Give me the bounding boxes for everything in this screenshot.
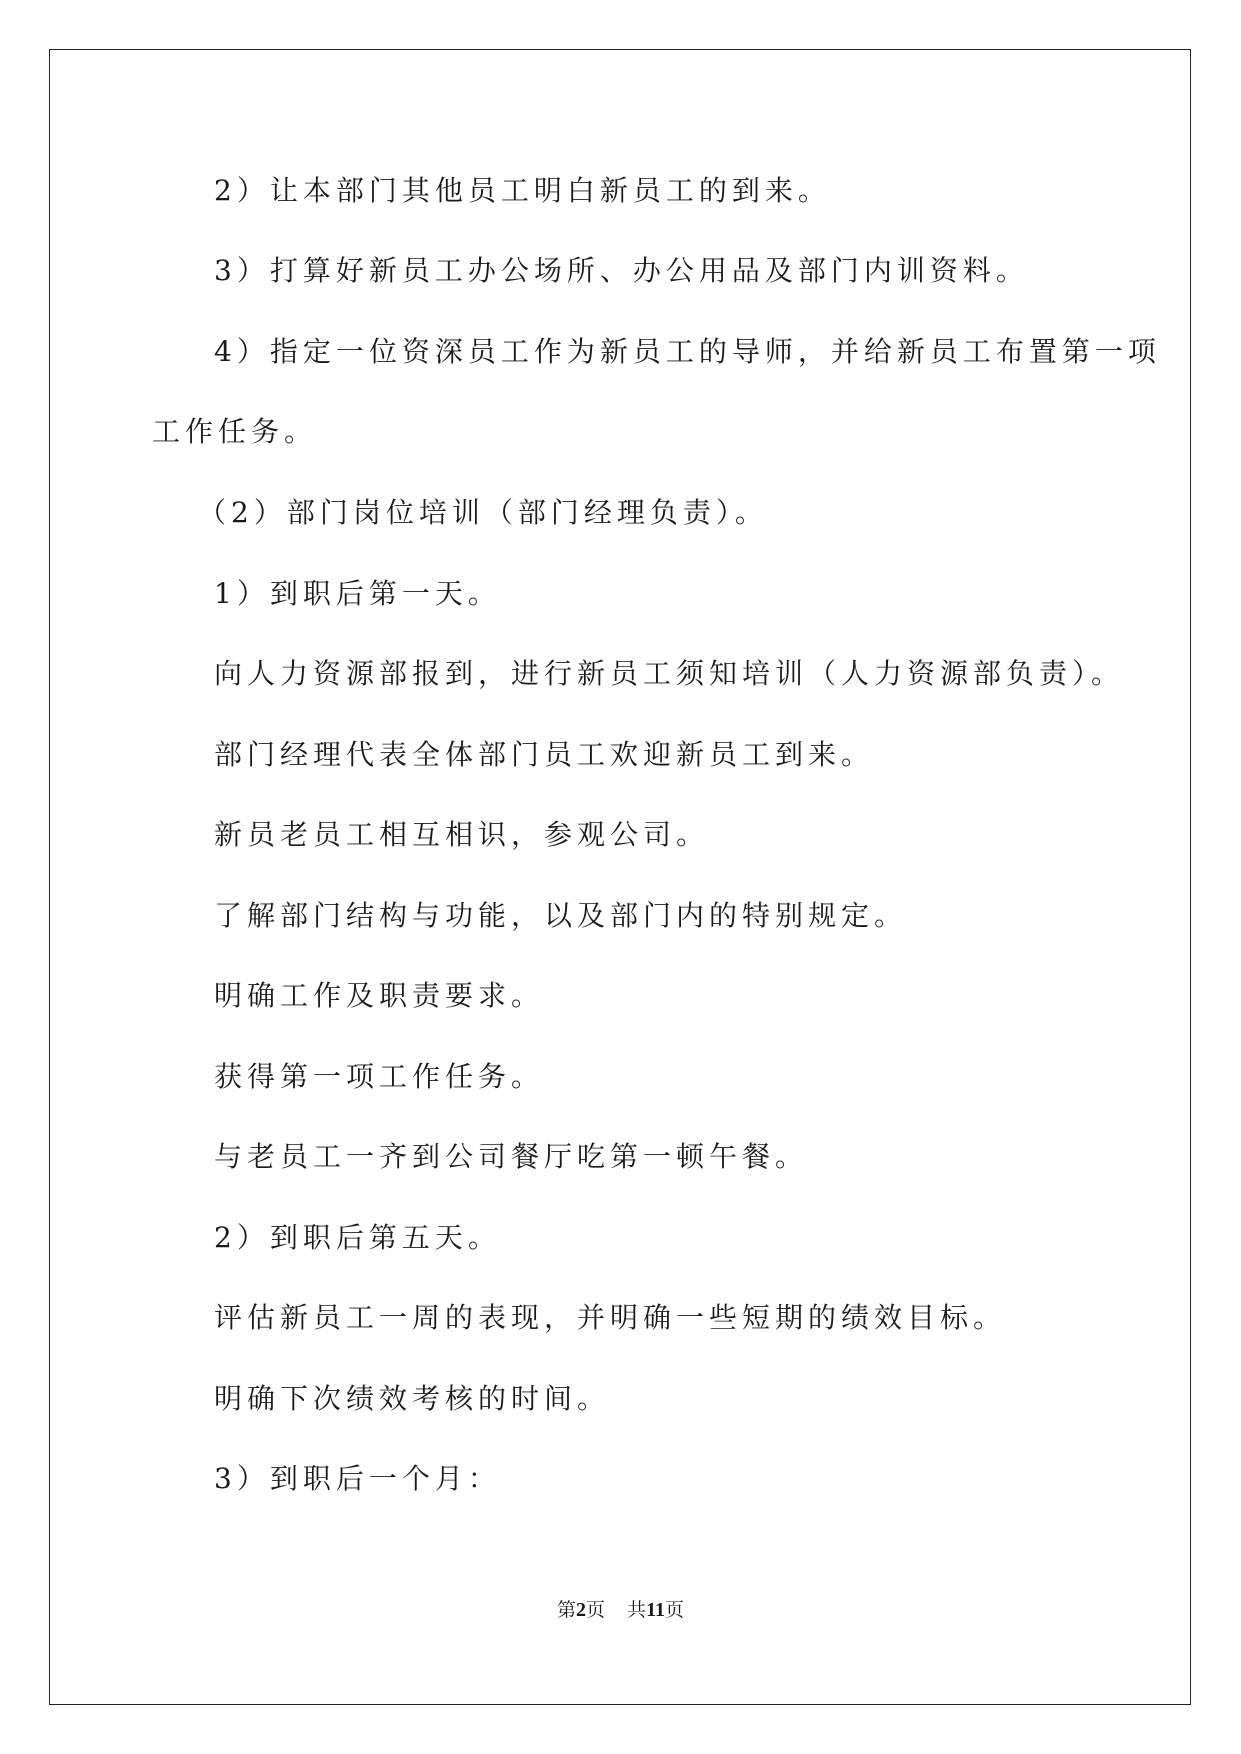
paragraph-line: 工作任务。 <box>152 415 318 448</box>
paragraph-line: 3）到职后一个月： <box>214 1462 501 1495</box>
paragraph-line: 2）让本部门其他员工明白新员工的到来。 <box>214 174 831 207</box>
paragraph-line: 评估新员工一周的表现，并明确一些短期的绩效目标。 <box>214 1301 1007 1334</box>
paragraph-line: 新员老员工相互相识，参观公司。 <box>214 818 710 851</box>
total-suffix: 页 <box>664 1599 684 1621</box>
paragraph-line: 2）到职后第五天。 <box>214 1221 501 1254</box>
paragraph-line: 向人力资源部报到，进行新员工须知培训（人力资源部负责）。 <box>214 657 1125 690</box>
paragraph-line: 明确工作及职责要求。 <box>214 979 545 1012</box>
paragraph-line: 4）指定一位资深员工作为新员工的导师，并给新员工布置第一项 <box>214 335 1161 368</box>
paragraph-line: 获得第一项工作任务。 <box>214 1060 545 1093</box>
paragraph-line: （2）部门岗位培训（部门经理负责）。 <box>198 496 768 529</box>
page-prefix: 第 <box>557 1599 577 1621</box>
total-pages: 11 <box>646 1599 665 1621</box>
total-prefix: 共 <box>627 1599 647 1621</box>
page-footer <box>0 1597 1241 1623</box>
paragraph-line: 与老员工一齐到公司餐厅吃第一顿午餐。 <box>214 1140 809 1173</box>
page-suffix: 页 <box>586 1599 606 1621</box>
page-border <box>49 49 1191 1705</box>
paragraph-line: 1）到职后第一天。 <box>214 577 501 610</box>
paragraph-line: 部门经理代表全体部门员工欢迎新员工到来。 <box>214 738 875 771</box>
paragraph-line: 明确下次绩效考核的时间。 <box>214 1382 611 1415</box>
page-number: 2 <box>576 1599 587 1621</box>
paragraph-line: 了解部门结构与功能，以及部门内的特别规定。 <box>214 899 908 932</box>
paragraph-line: 3）打算好新员工办公场所、办公用品及部门内训资料。 <box>214 254 1029 287</box>
